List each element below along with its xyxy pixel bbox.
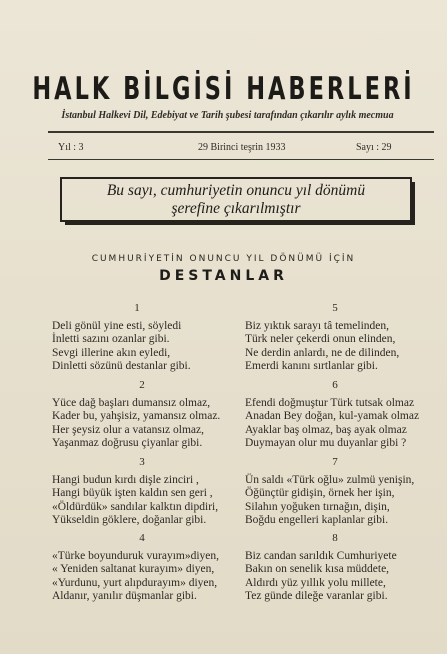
- stanza-number: 8: [332, 532, 338, 544]
- poem-line: Aldanır, yanılır düşmanlar gibi.: [52, 590, 197, 603]
- stanza: [52, 456, 232, 528]
- bottom-rule: [48, 159, 434, 160]
- poem-line: Biz yıktık sarayı tâ temelinden,: [245, 319, 390, 332]
- poem-line: Aldırdı yüz yıllık yolu millete,: [245, 576, 386, 589]
- stanza: [52, 532, 232, 604]
- poem-line: Emerdi kanını sırtlanlar gibi.: [245, 360, 378, 373]
- poem-line: Hangi büyük işten kaldın sen geri ,: [52, 487, 213, 500]
- stanza-number: 1: [134, 302, 140, 314]
- poem-line: Kader bu, yahşisiz, yamansız olmaz.: [52, 410, 221, 423]
- poem-line: Yüce dağ başları dumansız olmaz,: [52, 396, 211, 409]
- poem-line: «Öldürdük» sandılar kalktın dipdiri,: [52, 500, 219, 513]
- poem-line: «Türke boyunduruk vurayım»diyen,: [52, 549, 220, 562]
- section-title: DESTANLAR: [159, 268, 288, 284]
- banner-shadow-bottom: [65, 222, 414, 225]
- poem-line: Türk neler çekerdi onun elinden,: [245, 333, 396, 346]
- stanza: [245, 379, 425, 451]
- stanza-number: 4: [139, 532, 145, 544]
- section-heading: CUMHURİYETİN ONUNCU YIL DÖNÜMÜ İÇİN: [91, 254, 356, 264]
- stanza-number: 7: [332, 456, 338, 468]
- poem-line: Her şeysiz olur a vatansız olmaz,: [52, 423, 204, 436]
- top-rule: [48, 131, 434, 133]
- poem-line: Yaşanmaz doğrusu çiyanlar gibi.: [52, 437, 203, 450]
- stanza: [52, 379, 232, 451]
- poem-line: Ayaklar baş olmaz, baş ayak olmaz: [245, 423, 407, 436]
- banner-line-2: şerefine çıkarılmıştır: [171, 200, 301, 217]
- stanza-number: 6: [332, 379, 338, 391]
- stanza: [245, 302, 425, 374]
- poem-line: Silahın yoğuken tırnağın, dişin,: [245, 500, 390, 513]
- poem-line: Efendi doğmuştur Türk tutsak olmaz: [245, 396, 415, 409]
- volume-label: Yıl : 3: [58, 142, 84, 153]
- poem-line: Öğünçtür gidişin, örnek her işin,: [245, 487, 395, 500]
- stanza: [245, 532, 425, 604]
- poem-line: Hangi budun kırdı dişle zinciri ,: [52, 473, 199, 486]
- banner-line-1: Bu sayı, cumhuriyetin onuncu yıl dönümü: [106, 182, 366, 199]
- poem-line: «Yurdunu, yurt alıpdurayım» diyen,: [52, 576, 218, 589]
- poem-line: Deli gönül yine esti, söyledi: [52, 319, 182, 332]
- poem-line: İnletti sazını ozanlar gibi.: [52, 333, 170, 346]
- poem-line: Bakın on senelik kısa müddete,: [245, 563, 390, 576]
- issue-date: 29 Birinci teşrin 1933: [198, 142, 286, 153]
- poem-line: Ne derdin anlardı, ne de dilinden,: [245, 346, 400, 359]
- poem-line: Duymayan olur mu duyanlar gibi ?: [245, 437, 407, 450]
- stanza: [52, 302, 222, 374]
- poem-line: Sevgi illerine akın eyledi,: [52, 346, 171, 359]
- magazine-subtitle: İstanbul Halkevi Dil, Edebiyat ve Tarih şubesi tarafından çıkarılır aylık mecmua: [61, 110, 394, 121]
- poem-line: Biz candan sarıldık Cumhuriyete: [245, 549, 397, 562]
- poem-line: Tez günde dileğe varanlar gibi.: [245, 590, 388, 603]
- dedication-banner: [60, 177, 412, 222]
- magazine-title: HALK BİLGİSİ HABERLERİ: [32, 70, 415, 107]
- poem-line: Ün saldı «Türk oğlu» zulmü yenişin,: [245, 473, 415, 486]
- poem-line: Boğdu engelleri kaplanlar gibi.: [245, 514, 389, 527]
- poem-line: Anadan Bey doğan, kul-yamak olmaz: [245, 410, 420, 423]
- stanza: [245, 456, 425, 528]
- poem-line: « Yeniden saltanat kurayım» diyen,: [52, 563, 215, 576]
- poem-line: Yükseldin göklere, doğanlar gibi.: [52, 514, 207, 527]
- issue-number: Sayı : 29: [356, 142, 392, 153]
- stanza-number: 3: [139, 456, 145, 468]
- stanza-number: 5: [332, 302, 338, 314]
- banner-shadow-right: [412, 182, 415, 225]
- poem-line: Dinletti sözünü destanlar gibi.: [52, 360, 191, 373]
- stanza-number: 2: [139, 379, 145, 391]
